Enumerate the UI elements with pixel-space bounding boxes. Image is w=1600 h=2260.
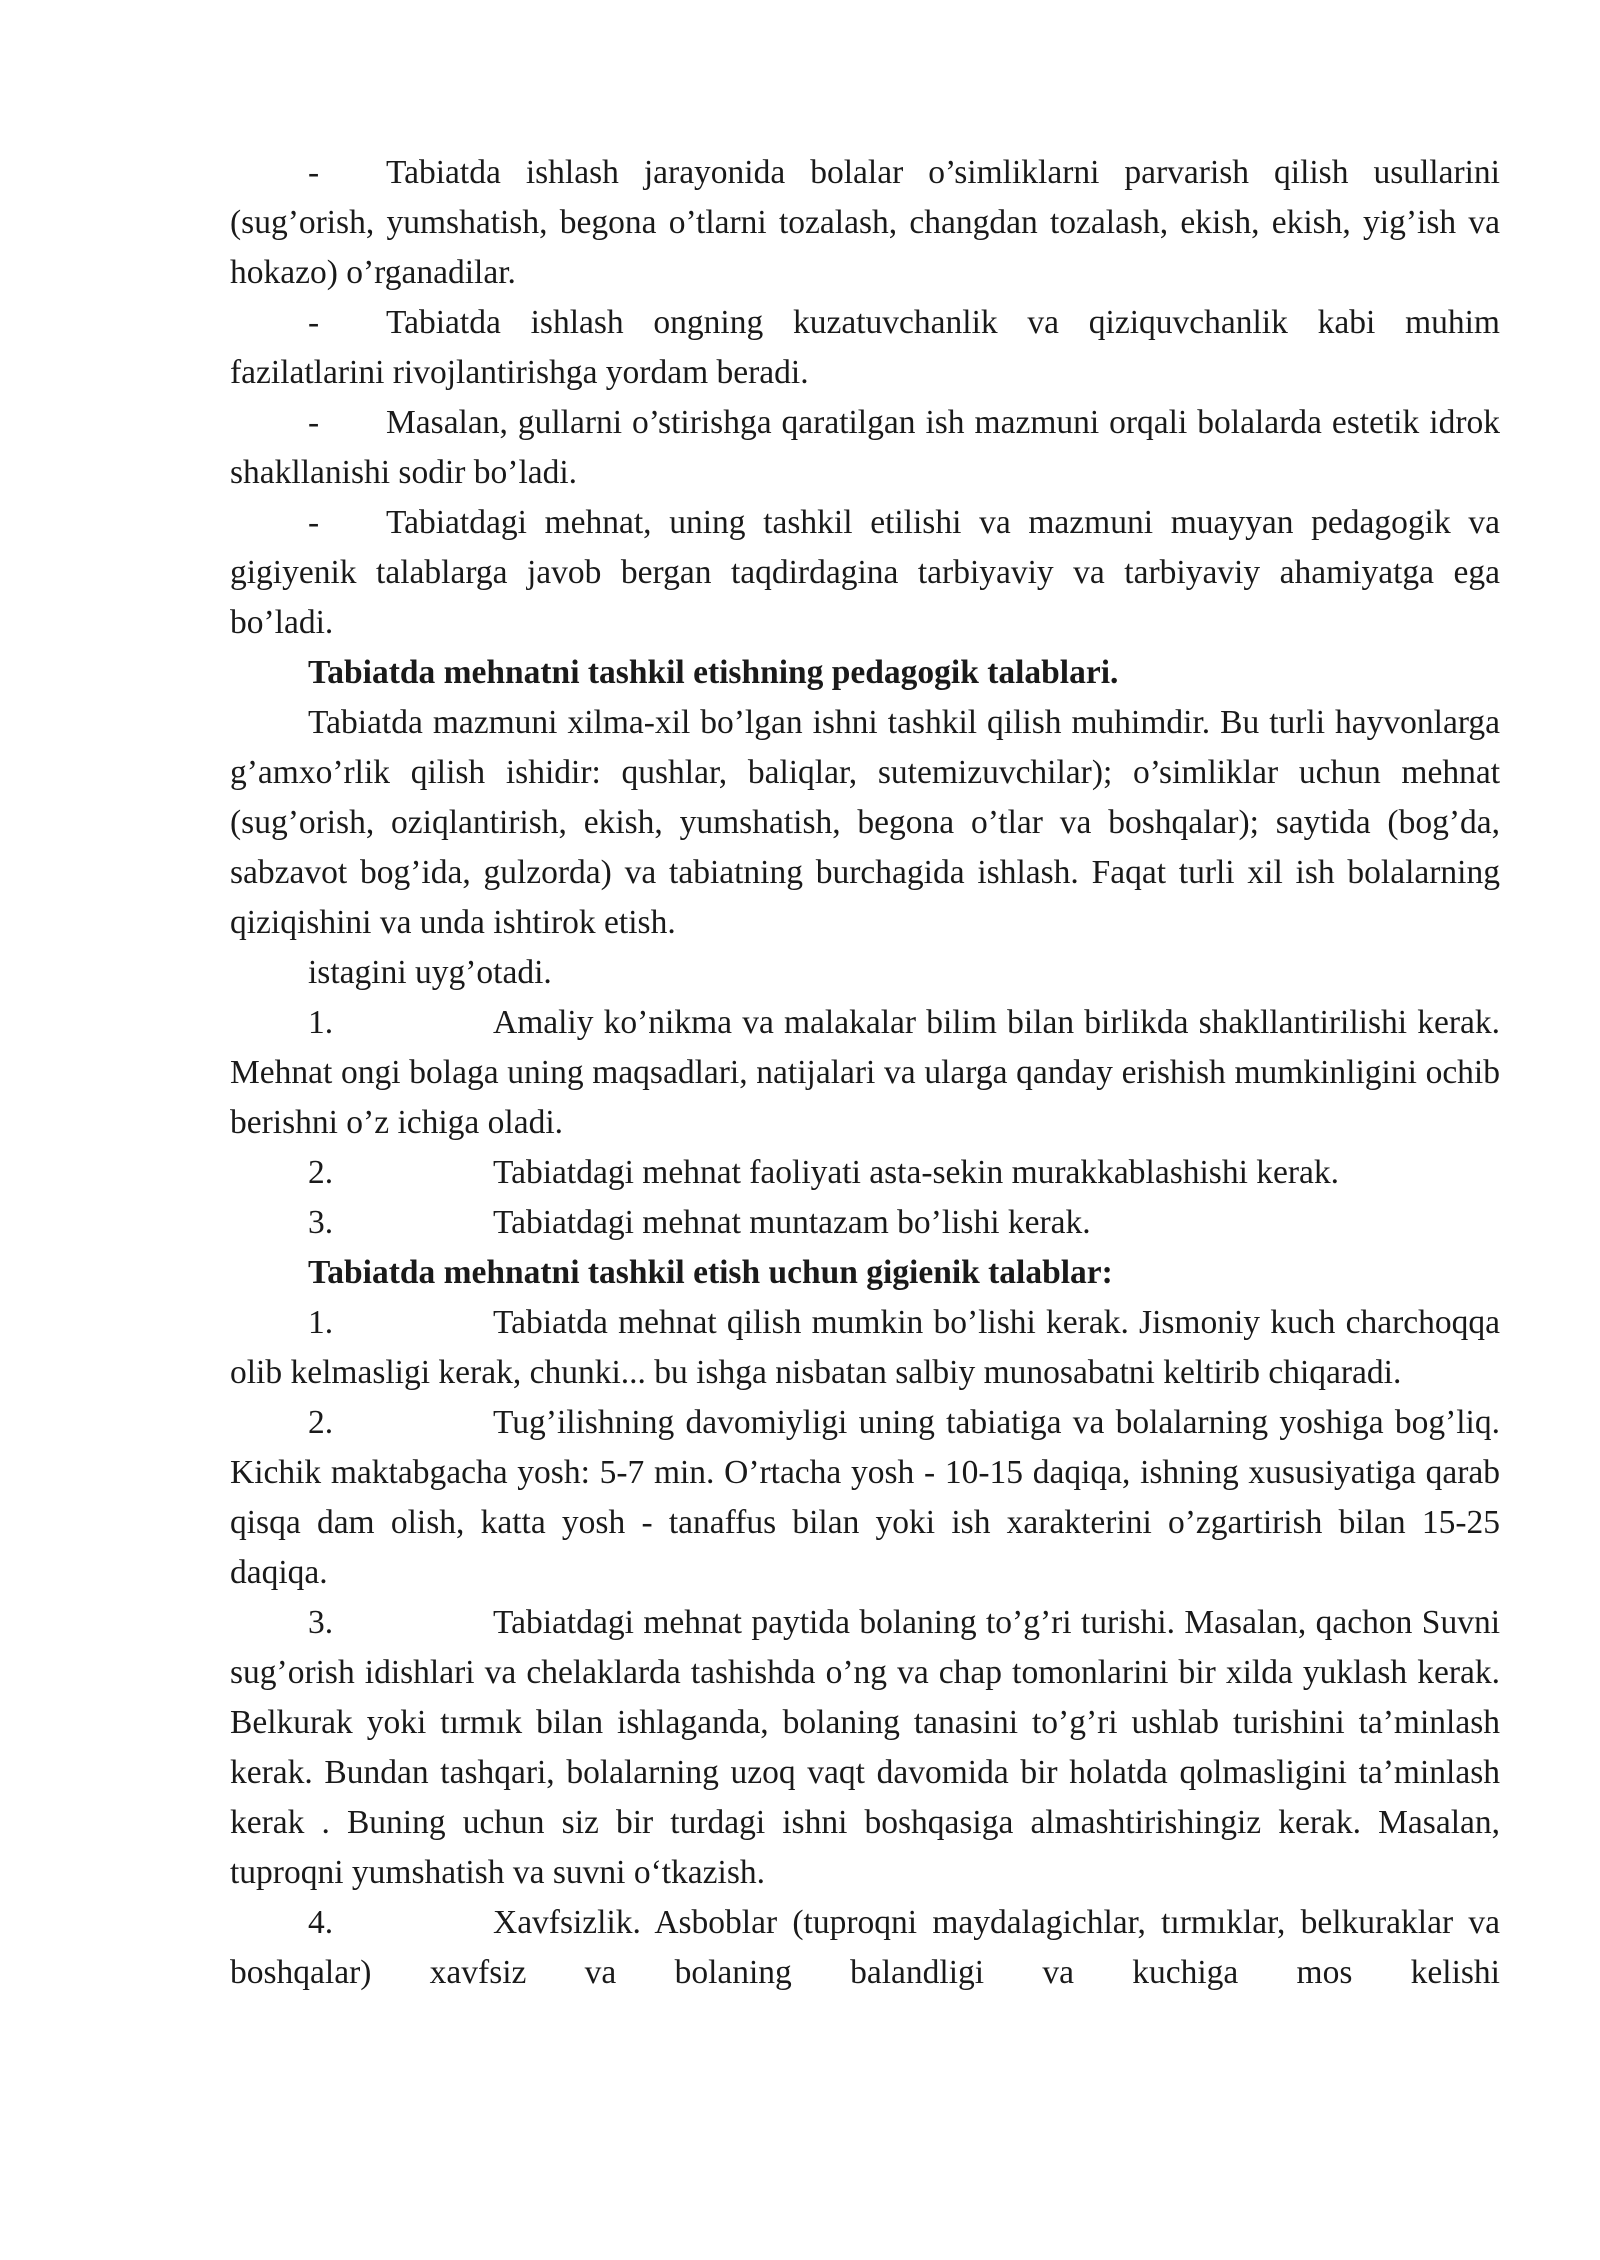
- paragraph-text: Tabiatdagi mehnat faoliyati asta-sekin murakkablashishi kerak.: [493, 1154, 1340, 1191]
- paragraph-text: Tug’ilishning davomiyligi uning tabiatiga va bolalarning yoshiga bog’liq. Kichik maktabgacha yosh: 5-7 min. O’rtacha yosh - 10-15 daqiqa, ishning xususiyatiga qarab qisqa dam olish, katta yosh - tanaffus bilan yoki ish xarakterini o’zgartirish bilan 15-25 daqiqa.: [230, 1404, 1500, 1591]
- section-heading: Tabiatda mehnatni tashkil etishning pedagogik talablari.: [308, 654, 1119, 691]
- bullet-marker: -: [308, 504, 320, 541]
- numbered-paragraph: [230, 1898, 1500, 1998]
- numbered-paragraph: [230, 998, 1500, 1148]
- paragraph-text: Masalan, gullarni o’stirishga qaratilgan ish mazmuni orqali bolalarda estetik idrok shakllanishi sodir bo’ladi.: [230, 404, 1500, 491]
- paragraph-text: Xavfsizlik. Asboblar (tuproqni maydalagichlar, tırmıklar, belkuraklar va boshqalar) xavfsiz va bolaning balandligi va kuchiga mos kelishi: [230, 1904, 1500, 1991]
- paragraph-text: Amaliy ko’nikma va malakalar bilim bilan birlikda shakllantirilishi kerak. Mehnat ongi bolaga uning maqsadlari, natijalari va ularga qanday erishish mumkinligini ochib berishni o’z ichiga oladi.: [230, 1004, 1500, 1141]
- body-paragraph: Tabiatda mazmuni xilma-xil bo’lgan ishni tashkil qilish muhimdir. Bu turli hayvonlarga g’amxo’rlik qilish ishidir: qushlar, baliqlar, sutemizuvchilar); o’simliklar uchun mehnat (sug’orish, oziqlantirish, ekish, yumshatish, begona o’tlar va boshqalar); saytida (bog’da, sabzavot bog’ida, gulzorda) va tabiatning burchagida ishlash. Faqat turli xil ish bolalarning qiziqishini va unda ishtirok etish.: [230, 704, 1500, 941]
- list-number: 3.: [308, 1604, 334, 1641]
- numbered-paragraph: [230, 1598, 1500, 1898]
- list-number: 1.: [308, 1004, 334, 1041]
- bullet-marker: -: [308, 404, 320, 441]
- bullet-paragraph: [230, 298, 1500, 398]
- paragraph-text: Tabiatdagi mehnat, uning tashkil etilishi va mazmuni muayyan pedagogik va gigiyenik talablarga javob bergan taqdirdagina tarbiyaviy va tarbiyaviy ahamiyatga ega bo’ladi.: [230, 504, 1500, 641]
- list-number: 3.: [308, 1204, 334, 1241]
- numbered-paragraph: [230, 1198, 1500, 1248]
- body-paragraph: istagini uyg’otadi.: [308, 954, 552, 991]
- list-number: 2.: [308, 1154, 334, 1191]
- numbered-paragraph: [230, 1148, 1500, 1198]
- paragraph-text: Tabiatda mehnat qilish mumkin bo’lishi kerak. Jismoniy kuch charchoqqa olib kelmasligi kerak, chunki... bu ishga nisbatan salbiy munosabatni keltirib chiqaradi.: [230, 1304, 1500, 1391]
- bullet-paragraph: [230, 498, 1500, 648]
- list-number: 1.: [308, 1304, 334, 1341]
- numbered-paragraph: [230, 1398, 1500, 1598]
- bullet-marker: -: [308, 304, 320, 341]
- paragraph-text: Tabiatdagi mehnat paytida bolaning to’g’ri turishi. Masalan, qachon Suvni sug’orish idishlari va chelaklarda tashishda o’ng va chap tomonlarini bir xilda yuklash kerak. Belkurak yoki tırmık bilan ishlaganda, bolaning tanasini to’g’ri ushlab turishini ta’minlash kerak. Bundan tashqari, bolalarning uzoq vaqt davomida bir holatda qolmasligini taʼminlash kerak . Buning uchun siz bir turdagi ishni boshqasiga almashtirishingiz kerak. Masalan, tuproqni yumshatish va suvni oʻtkazish.: [230, 1604, 1500, 1891]
- paragraph-text: Tabiatda ishlash ongning kuzatuvchanlik va qiziquvchanlik kabi muhim fazilatlarini rivojlantirishga yordam beradi.: [230, 304, 1500, 391]
- paragraph-text: Tabiatdagi mehnat muntazam bo’lishi kerak.: [493, 1204, 1091, 1241]
- bullet-paragraph: [230, 398, 1500, 498]
- document-page: [230, 148, 1500, 1998]
- bullet-paragraph: [230, 148, 1500, 298]
- numbered-paragraph: [230, 1298, 1500, 1398]
- list-number: 4.: [308, 1904, 334, 1941]
- bullet-marker: -: [308, 154, 320, 191]
- section-heading: Tabiatda mehnatni tashkil etish uchun gigienik talablar:: [308, 1254, 1113, 1291]
- paragraph-text: Tabiatda ishlash jarayonida bolalar o’simliklarni parvarish qilish usullarini (sug’orish, yumshatish, begona o’tlarni tozalash, changdan tozalash, ekish, ekish, yig’ish va hokazo) o’rganadilar.: [230, 154, 1500, 291]
- list-number: 2.: [308, 1404, 334, 1441]
